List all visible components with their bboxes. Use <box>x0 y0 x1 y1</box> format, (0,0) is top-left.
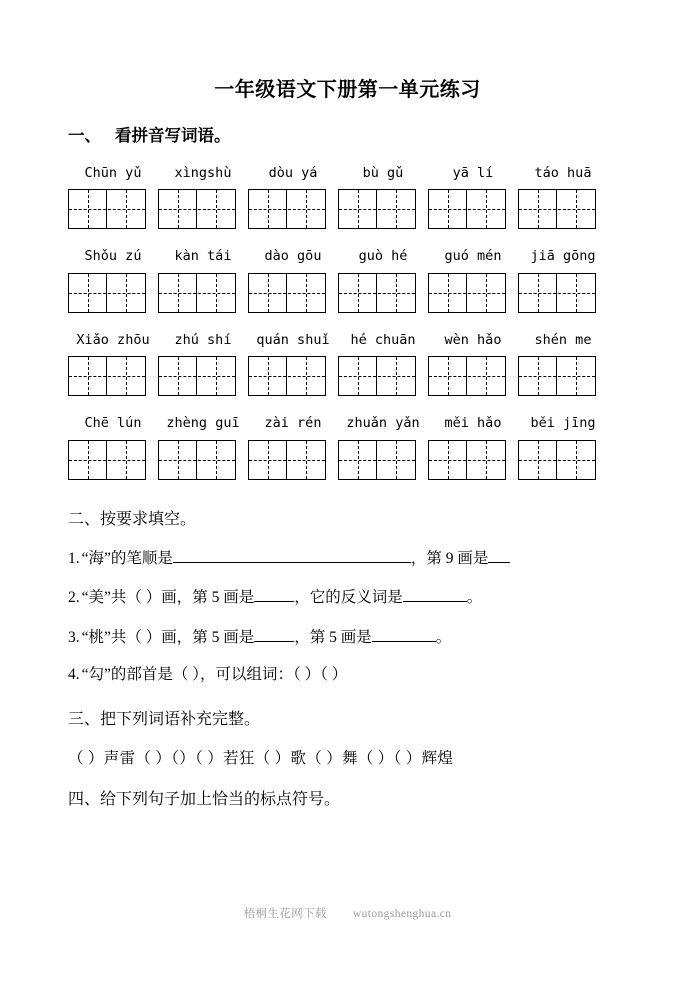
tianzige-box[interactable] <box>338 356 416 396</box>
tianzige-box[interactable] <box>338 189 416 229</box>
section-2-heading: 二、按要求填空。 <box>68 510 197 528</box>
tianzige-cell[interactable] <box>69 357 107 395</box>
pinyin-label: kàn tái <box>174 248 232 265</box>
tianzige-cell[interactable] <box>69 190 107 228</box>
pinyin-label: dòu yá <box>268 164 318 181</box>
pinyin-row <box>68 313 655 348</box>
tianzige-cell[interactable] <box>557 190 595 228</box>
tianzige-cell[interactable] <box>69 274 107 312</box>
pinyin-label: zài rén <box>264 415 322 432</box>
tianzige-cell[interactable] <box>429 190 467 228</box>
answer-blank[interactable] <box>254 626 294 642</box>
tianzige-cell[interactable] <box>249 274 287 312</box>
pinyin-writing-exercise <box>0 146 695 480</box>
question-text: “桃”共（ ）画，第 5 画是 <box>81 628 255 646</box>
pinyin-label: bù gǔ <box>362 164 404 181</box>
tianzige-box[interactable] <box>248 273 326 313</box>
tianzige-box[interactable] <box>248 189 326 229</box>
tianzige-cell[interactable] <box>107 441 145 479</box>
pinyin-label: Chūn yǔ <box>84 164 142 181</box>
tianzige-cell[interactable] <box>249 357 287 395</box>
tianzige-cell[interactable] <box>557 274 595 312</box>
tianzige-cell[interactable] <box>377 274 415 312</box>
tianzige-box[interactable] <box>518 189 596 229</box>
question-text: 。 <box>435 628 452 646</box>
tianzige-box[interactable] <box>428 189 506 229</box>
tianzige-box[interactable] <box>158 356 236 396</box>
tianzige-cell[interactable] <box>159 190 197 228</box>
pinyin-label: Chē lún <box>84 415 142 432</box>
pinyin-label: táo huā <box>534 164 592 181</box>
tianzige-cell[interactable] <box>287 274 325 312</box>
pinyin-label: běi jīng <box>530 415 596 432</box>
tianzige-box[interactable] <box>68 356 146 396</box>
pinyin-label: xìngshù <box>174 164 232 181</box>
pinyin-label: jiā gōng <box>530 248 596 265</box>
answer-blank[interactable] <box>372 626 436 642</box>
footer-url: wutongshenghua.cn <box>352 908 452 920</box>
tianzige-box[interactable] <box>518 356 596 396</box>
tianzige-cell[interactable] <box>107 357 145 395</box>
question-number: 2. <box>68 589 80 607</box>
tianzige-cell[interactable] <box>339 190 377 228</box>
tianzige-cell[interactable] <box>519 190 557 228</box>
question-text[interactable]: “勾”的部首是（ ），可以组词：（ ）（ ） <box>81 666 348 684</box>
tianzige-cell[interactable] <box>197 274 235 312</box>
pinyin-label: zhèng guī <box>166 415 240 432</box>
tianzige-cell[interactable] <box>287 190 325 228</box>
pinyin-label: zhuǎn yǎn <box>346 415 420 432</box>
tianzige-box[interactable] <box>428 273 506 313</box>
tianzige-cell[interactable] <box>339 441 377 479</box>
tianzige-cell[interactable] <box>467 274 505 312</box>
question-row <box>0 568 695 607</box>
tianzige-box[interactable] <box>428 356 506 396</box>
tianzige-cell[interactable] <box>159 441 197 479</box>
tianzige-box[interactable] <box>68 440 146 480</box>
pinyin-label: Shǒu zú <box>84 248 142 265</box>
section-4-heading: 四、给下列句子加上恰当的标点符号。 <box>68 791 341 809</box>
page-title: 一年级语文下册第一单元练习 <box>214 77 481 101</box>
pinyin-label: hé chuān <box>350 331 416 348</box>
tianzige-cell[interactable] <box>429 357 467 395</box>
section-1-label: 看拼音写词语。 <box>115 126 231 145</box>
tianzige-box[interactable] <box>68 189 146 229</box>
tianzige-cell[interactable] <box>377 190 415 228</box>
pinyin-label: Xiǎo zhōu <box>76 331 150 348</box>
tianzige-cell[interactable] <box>107 274 145 312</box>
tianzige-cell[interactable] <box>159 357 197 395</box>
footer-site-name: 梧桐生花网下载 <box>243 908 327 920</box>
tianzige-cell[interactable] <box>249 441 287 479</box>
tianzige-cell[interactable] <box>287 441 325 479</box>
pinyin-label: dào gōu <box>264 248 322 265</box>
tianzige-cell[interactable] <box>557 357 595 395</box>
pinyin-row <box>68 229 655 264</box>
tianzige-box[interactable] <box>338 440 416 480</box>
tianzige-cell[interactable] <box>467 190 505 228</box>
tianzige-box[interactable] <box>68 273 146 313</box>
pinyin-label: wèn hǎo <box>444 331 502 348</box>
tianzige-box[interactable] <box>518 440 596 480</box>
answer-blank[interactable] <box>488 547 510 563</box>
pinyin-label: měi hǎo <box>444 415 502 432</box>
tianzige-cell[interactable] <box>339 274 377 312</box>
section-1-heading <box>0 100 695 146</box>
tianzige-row <box>68 180 655 229</box>
answer-blank[interactable] <box>173 547 411 563</box>
question-text: ，第 9 画是 <box>410 549 489 567</box>
tianzige-box[interactable] <box>158 440 236 480</box>
pinyin-row <box>68 146 655 181</box>
tianzige-row <box>68 264 655 313</box>
tianzige-box[interactable] <box>158 189 236 229</box>
tianzige-cell[interactable] <box>557 441 595 479</box>
tianzige-cell[interactable] <box>519 274 557 312</box>
question-row <box>0 647 695 684</box>
tianzige-cell[interactable] <box>249 190 287 228</box>
pinyin-row <box>68 396 655 431</box>
question-text: 。 <box>466 589 483 607</box>
question-row <box>0 529 695 568</box>
tianzige-cell[interactable] <box>287 357 325 395</box>
question-number: 4. <box>68 666 80 684</box>
tianzige-box[interactable] <box>518 273 596 313</box>
question-text: “海”的笔顺是 <box>81 549 173 567</box>
tianzige-cell[interactable] <box>159 274 197 312</box>
question-text: ，它的反义词是 <box>294 589 403 607</box>
tianzige-cell[interactable] <box>429 274 467 312</box>
pinyin-label: yā lí <box>452 164 494 181</box>
tianzige-cell[interactable] <box>467 357 505 395</box>
question-text: ，第 5 画是 <box>294 628 372 646</box>
tianzige-cell[interactable] <box>429 441 467 479</box>
tianzige-cell[interactable] <box>377 441 415 479</box>
tianzige-row <box>68 431 655 480</box>
tianzige-cell[interactable] <box>197 441 235 479</box>
pinyin-label: zhú shí <box>174 331 232 348</box>
tianzige-cell[interactable] <box>339 357 377 395</box>
tianzige-cell[interactable] <box>69 441 107 479</box>
tianzige-cell[interactable] <box>377 357 415 395</box>
tianzige-row <box>68 347 655 396</box>
tianzige-box[interactable] <box>248 440 326 480</box>
tianzige-cell[interactable] <box>197 190 235 228</box>
idiom-fill-in-line[interactable]: （ ）声雷（ ）（）（ ）若狂（ ）歌（ ）舞（ ）（ ）辉煌 <box>68 749 454 767</box>
pinyin-label: guó mén <box>444 248 502 265</box>
pinyin-label: shén me <box>534 331 592 348</box>
tianzige-cell[interactable] <box>467 441 505 479</box>
pinyin-label: quán shuǐ <box>256 331 330 348</box>
section-1-number: 一、 <box>68 126 101 145</box>
question-row <box>0 608 695 647</box>
tianzige-box[interactable] <box>338 273 416 313</box>
pinyin-label: guò hé <box>358 248 408 265</box>
footer-watermark <box>0 905 695 921</box>
tianzige-cell[interactable] <box>519 357 557 395</box>
answer-blank[interactable] <box>403 586 467 602</box>
question-number: 3. <box>68 628 80 646</box>
question-number: 1. <box>68 549 80 567</box>
question-text: “美”共（ ）画，第 5 画是 <box>81 589 255 607</box>
answer-blank[interactable] <box>254 586 294 602</box>
tianzige-cell[interactable] <box>107 190 145 228</box>
tianzige-box[interactable] <box>248 356 326 396</box>
tianzige-box[interactable] <box>158 273 236 313</box>
tianzige-cell[interactable] <box>197 357 235 395</box>
section-3-heading: 三、把下列词语补充完整。 <box>68 711 261 729</box>
tianzige-cell[interactable] <box>519 441 557 479</box>
tianzige-box[interactable] <box>428 440 506 480</box>
